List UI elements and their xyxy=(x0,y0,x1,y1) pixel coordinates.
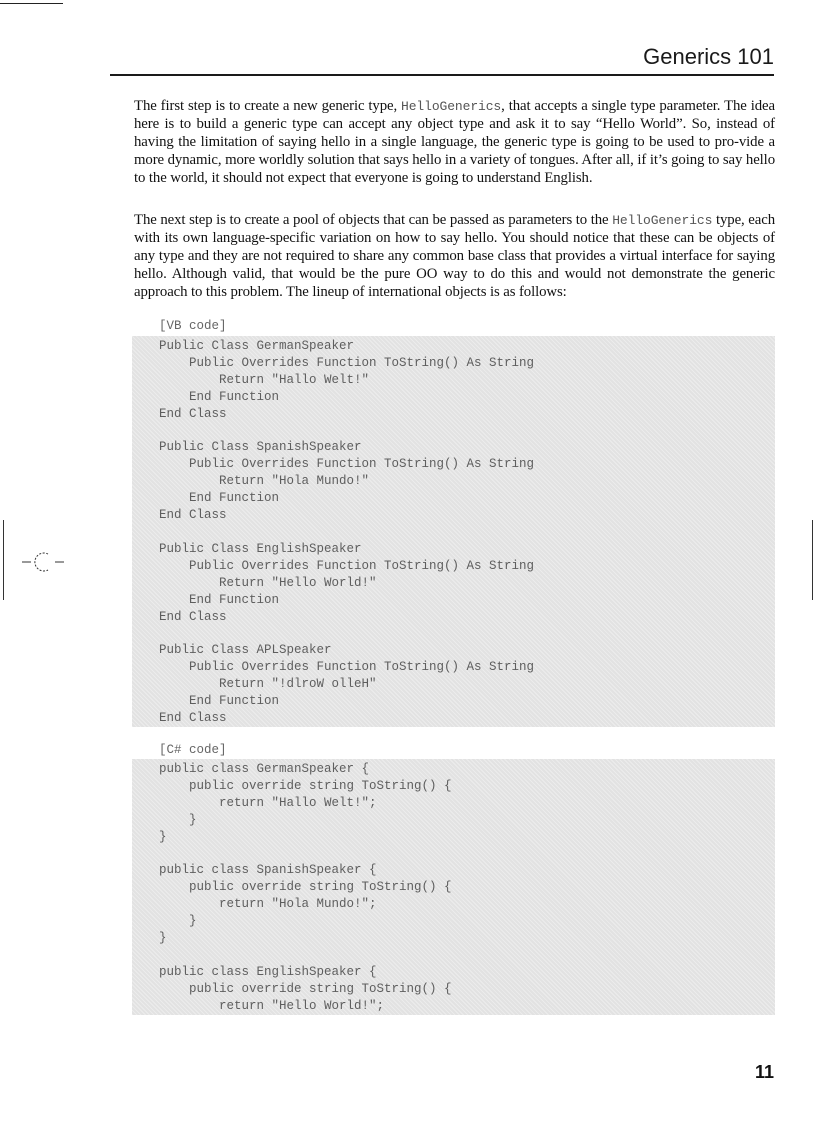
header-rule xyxy=(110,74,774,76)
cs-code-block: public class GermanSpeaker { public override string ToString() { return "Hallo Welt!"; } } public class SpanishSpeaker { public override string ToString() { return "Hola Mundo!"; } } public class EnglishSpeaker { public override string ToString() { return "Hello World!"; xyxy=(132,759,775,1015)
vb-code-block: Public Class GermanSpeaker Public Overrides Function ToString() As String Return "Hallo Welt!" End Function End Class Public Class SpanishSpeaker Public Overrides Function ToString() As String Return "Hola Mundo!" End Function End Class Public Class EnglishSpeaker Public Overrides Function ToString() As String Return "Hello World!" End Function End Class Public Class APLSpeaker Public Overrides Function ToString() As String Return "!dlroW olleH" End Function End Class xyxy=(132,336,775,727)
registration-mark-icon xyxy=(22,548,64,576)
paragraph-2-text-b: type, each with its own language-specific variation on how to say hello. You should notice that these can be objects of any type and they are not required to share any common base class that provides a virtual interface for saying hello. Although valid, that would be the pure OO way to do this and would not demonstrate the generic approach to this problem. The lineup of international objects is as follows: xyxy=(134,212,776,300)
inline-code-hellogenerics: HelloGenerics xyxy=(612,213,713,228)
top-crop-mark xyxy=(0,3,63,4)
page-number: 11 xyxy=(754,1062,774,1082)
vb-code-label: [VB code] xyxy=(159,319,227,333)
inline-code-hellogenerics: HelloGenerics xyxy=(401,99,502,114)
left-margin-line xyxy=(3,520,4,600)
paragraph-1-text-a: The first step is to create a new generic type, xyxy=(134,98,402,114)
right-margin-line xyxy=(812,520,813,600)
paragraph-1-text-b: , that accepts a single type parameter. The idea here is to build a generic type can accept any object type and ask it to say “Hello World”. So, instead of having the limitation of saying hello in a single language, the generic type is going to be used to pro-vide a more dynamic, more worldly solution that says hello in a variety of tongues. After all, if it’s going to say hello to the world, it should not expect that everyone is going to understand English. xyxy=(134,98,775,186)
cs-code-label: [C# code] xyxy=(159,743,227,757)
paragraph-1 xyxy=(134,98,775,188)
page-header-title: Generics 101 xyxy=(643,44,774,69)
paragraph-2 xyxy=(134,212,775,302)
paragraph-2-text-a: The next step is to create a pool of objects that can be passed as parameters to the xyxy=(134,212,613,228)
